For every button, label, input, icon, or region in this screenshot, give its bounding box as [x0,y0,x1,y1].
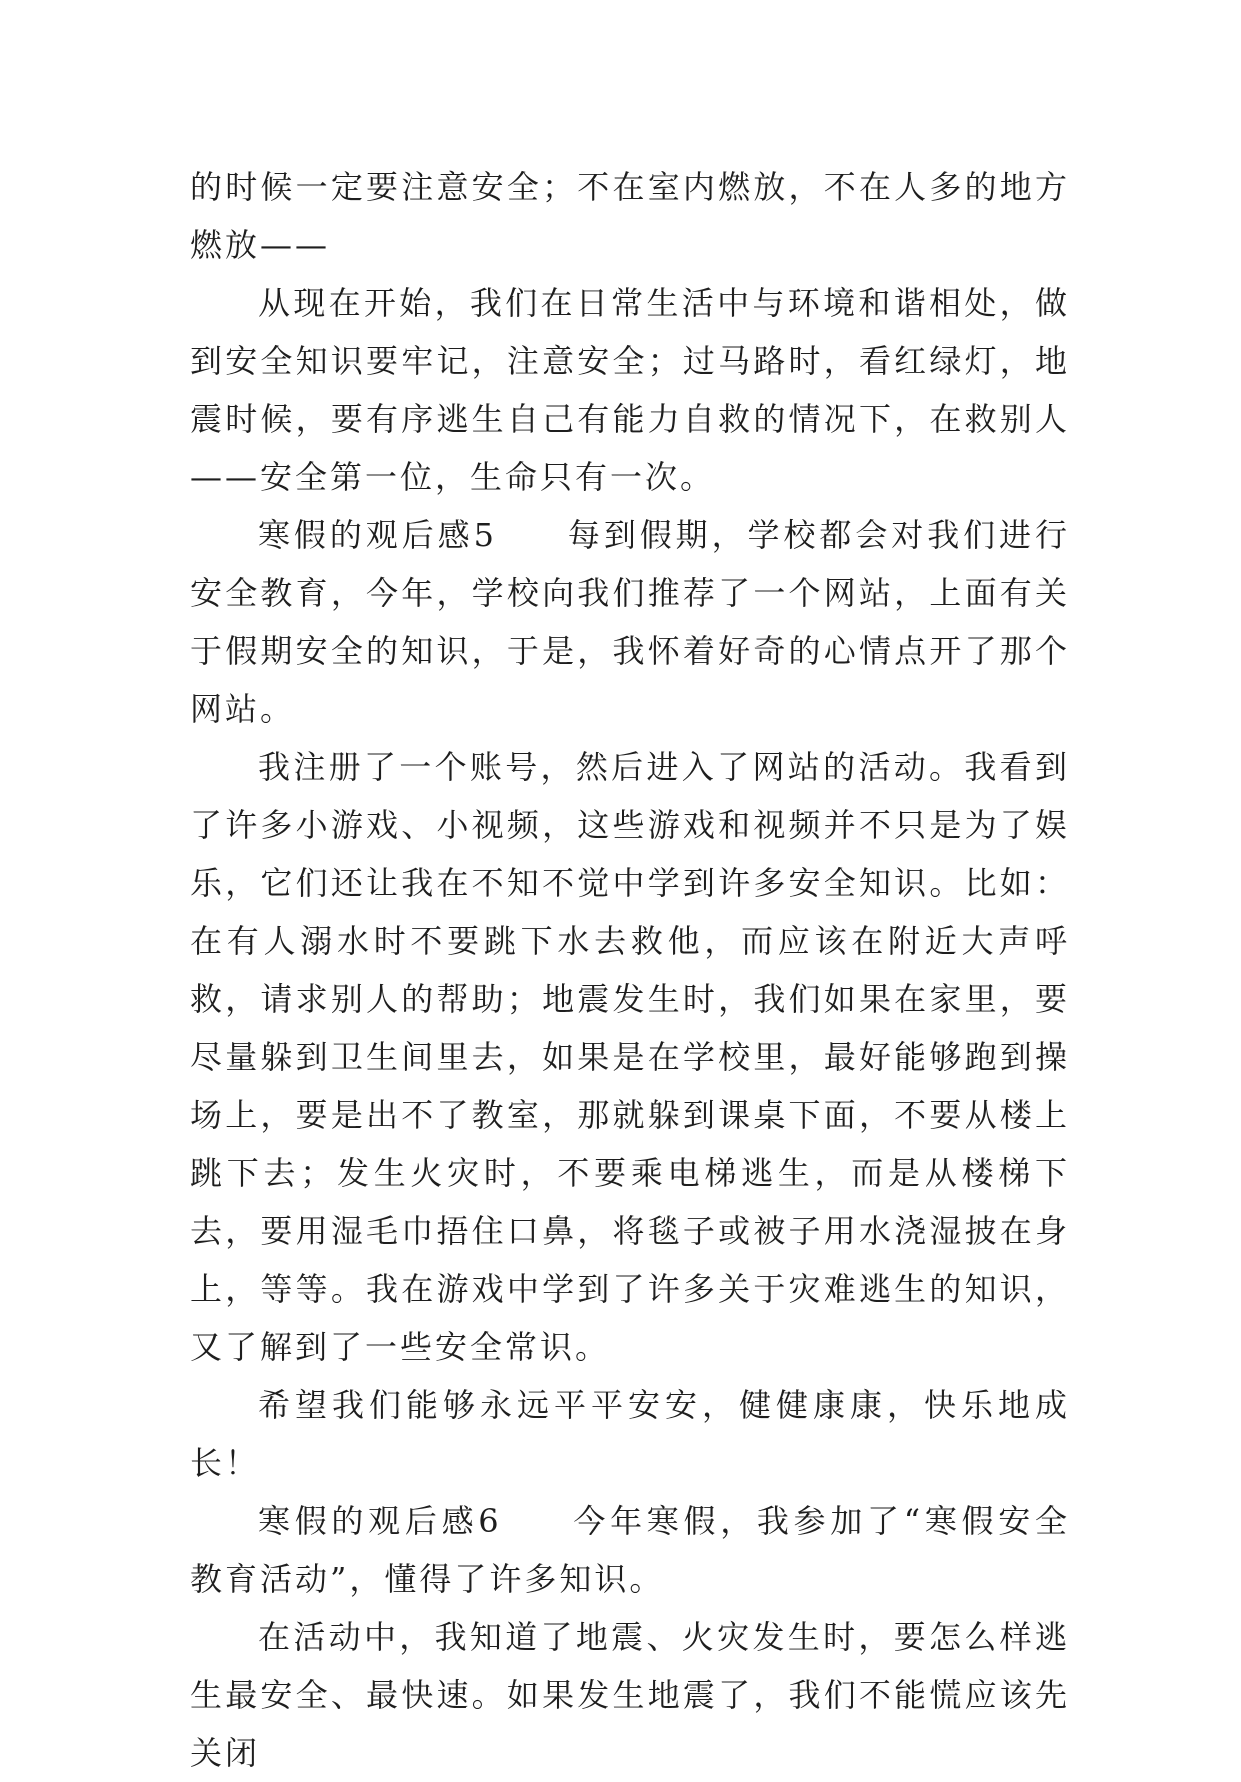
paragraph-with-heading [190,1492,1070,1608]
paragraph: 希望我们能够永远平平安安，健健康康，快乐地成长！ [190,1386,1070,1482]
document-body [190,158,1070,1782]
paragraph-continued: 的时候一定要注意安全；不在室内燃放，不在人多的地方燃放—— [190,168,1070,264]
paragraph: 在活动中，我知道了地震、火灾发生时，要怎么样逃生最安全、最快速。如果发生地震了，我们不能慌应该先关闭 [190,1618,1070,1772]
paragraph: 从现在开始，我们在日常生活中与环境和谐相处，做到安全知识要牢记，注意安全；过马路时，看红绿灯，地震时候，要有序逃生自己有能力自救的情况下，在救别人——安全第一位，生命只有一次。 [190,284,1070,496]
paragraph-with-heading [190,506,1070,738]
paragraph: 我注册了一个账号，然后进入了网站的活动。我看到了许多小游戏、小视频，这些游戏和视频并不只是为了娱乐，它们还让我在不知不觉中学到许多安全知识。比如：在有人溺水时不要跳下水去救他，而应该在附近大声呼救，请求别人的帮助；地震发生时，我们如果在家里，要尽量躲到卫生间里去，如果是在学校里，最好能够跑到操场上，要是出不了教室，那就躲到课桌下面，不要从楼上跳下去；发生火灾时，不要乘电梯逃生，而是从楼梯下去，要用湿毛巾捂住口鼻，将毯子或被子用水浇湿披在身上，等等。我在游戏中学到了许多关于灾难逃生的知识，又了解到了一些安全常识。 [190,748,1070,1366]
paragraph-text: 今年寒假，我参加了“寒假安全教育活动”，懂得了许多知识。 [190,1502,1070,1598]
essay-heading: 寒假的观后感5 [258,516,497,554]
paragraph-text: 每到假期，学校都会对我们进行安全教育，今年，学校向我们推荐了一个网站，上面有关于假期安全的知识，于是，我怀着好奇的心情点开了那个网站。 [190,516,1070,728]
essay-heading: 寒假的观后感6 [258,1502,502,1540]
